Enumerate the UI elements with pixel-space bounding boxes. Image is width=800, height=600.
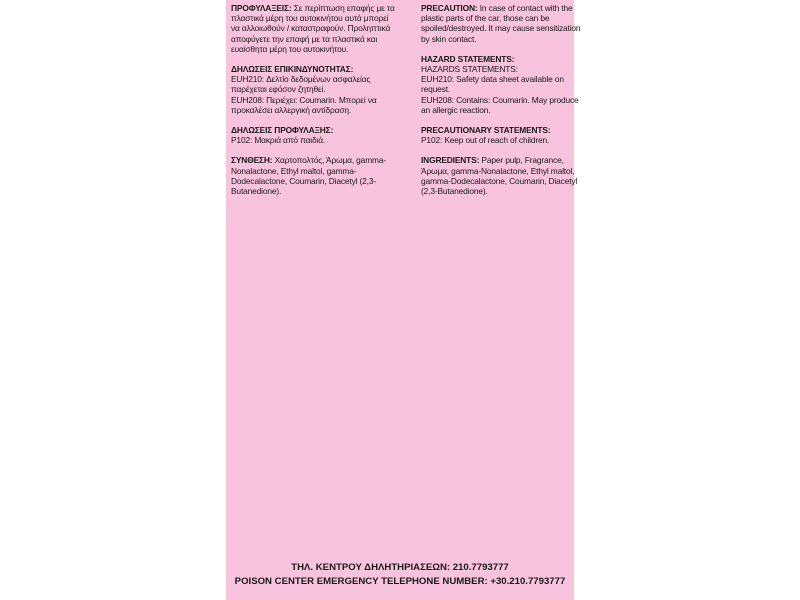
english-column xyxy=(421,3,587,196)
precaution-heading-english: PRECAUTION: xyxy=(421,3,478,13)
p102-english: P102: Keep out of reach of children. xyxy=(421,135,550,146)
euh210-english: EUH210: Safety data sheet available on request. xyxy=(421,74,564,95)
precautions-text-greek: Σε περίπτωση επαφής με τα πλαστικά μέρη του αυτοκινήτου αυτά μπορεί να αλλοιωθούν / καταστραφούν. Προληπτικά αποφύγετε την επαφή με τα πλαστικά και ευαίσθητα μέρη του αυτοκινήτου. xyxy=(231,3,395,54)
composition-greek xyxy=(231,155,397,196)
euh210-greek: EUH210: Δελτίο δεδομένων ασφαλείας παρέχεται εφόσον ζητηθεί. xyxy=(231,74,371,95)
ingredients-heading-english: INGREDIENTS: xyxy=(421,155,480,166)
precautionary-statements-greek xyxy=(231,125,397,145)
hazard-statements-english xyxy=(421,54,587,115)
poison-center-phone-english: POISON CENTER EMERGENCY TELEPHONE NUMBER: +30.210.7793777 xyxy=(234,576,566,587)
precautions-heading-greek: ΠΡΟΦΥΛΑΞΕΙΣ: xyxy=(231,3,292,13)
precaution-english xyxy=(421,3,587,44)
hazard-heading-english: HAZARD STATEMENTS: xyxy=(421,53,515,64)
product-label xyxy=(226,0,581,600)
greek-column xyxy=(231,3,397,196)
ingredients-english xyxy=(421,155,587,196)
hazard-heading-greek: ΔΗΛΩΣΕΙΣ ΕΠΙΚΙΝΔΥΝΟΤΗΤΑΣ: xyxy=(231,64,354,75)
precautionary-heading-greek: ΔΗΛΩΣΕΙΣ ΠΡΟΦΥΛΑΞΗΣ: xyxy=(231,125,334,136)
precaution-text-english: In case of contact with the plastic parts of the car, those can be spoiled/destroyed. It may cause sensitization by skin contact. xyxy=(421,3,581,44)
ingredients-text-english: Paper pulp, Fragrance, Άρωμα, gamma-Nonalactone, Ethyl maltol, gamma-Dodecalactone, Coumarin, Diacetyl (2,3-Butanedione). xyxy=(421,155,578,197)
hazards-subheading-english: HAZARDS STATEMENTS: xyxy=(421,64,518,75)
p102-greek: P102: Μακριά από παιδιά. xyxy=(231,135,326,146)
hazard-statements-greek xyxy=(231,64,397,115)
composition-heading-greek: ΣΥΝΘΕΣΗ: xyxy=(231,155,273,166)
precautions-greek xyxy=(231,3,397,54)
poison-center-phone-greek: ΤΗΛ. ΚΕΝΤΡΟΥ ΔΗΛΗΤΗΡΙΑΣΕΩΝ: 210.7793777 xyxy=(291,562,509,573)
euh208-greek: EUH208: Περιέχει: Coumarin. Μπορεί να προκαλέσει αλλεργική αντίδραση. xyxy=(231,94,377,115)
precautionary-heading-english: PRECAUTIONARY STATEMENTS: xyxy=(421,125,551,136)
euh208-english: EUH208: Contains: Coumarin. May produce an allergic reaction. xyxy=(421,94,579,115)
precautionary-statements-english xyxy=(421,125,587,145)
composition-text-greek: Χαρτοπολτός, Άρωμα, gamma-Nonalactone, Ethyl maltol, gamma-Dodecalactone, Coumarin, Diacetyl (2,3-Butanedione). xyxy=(231,155,386,197)
